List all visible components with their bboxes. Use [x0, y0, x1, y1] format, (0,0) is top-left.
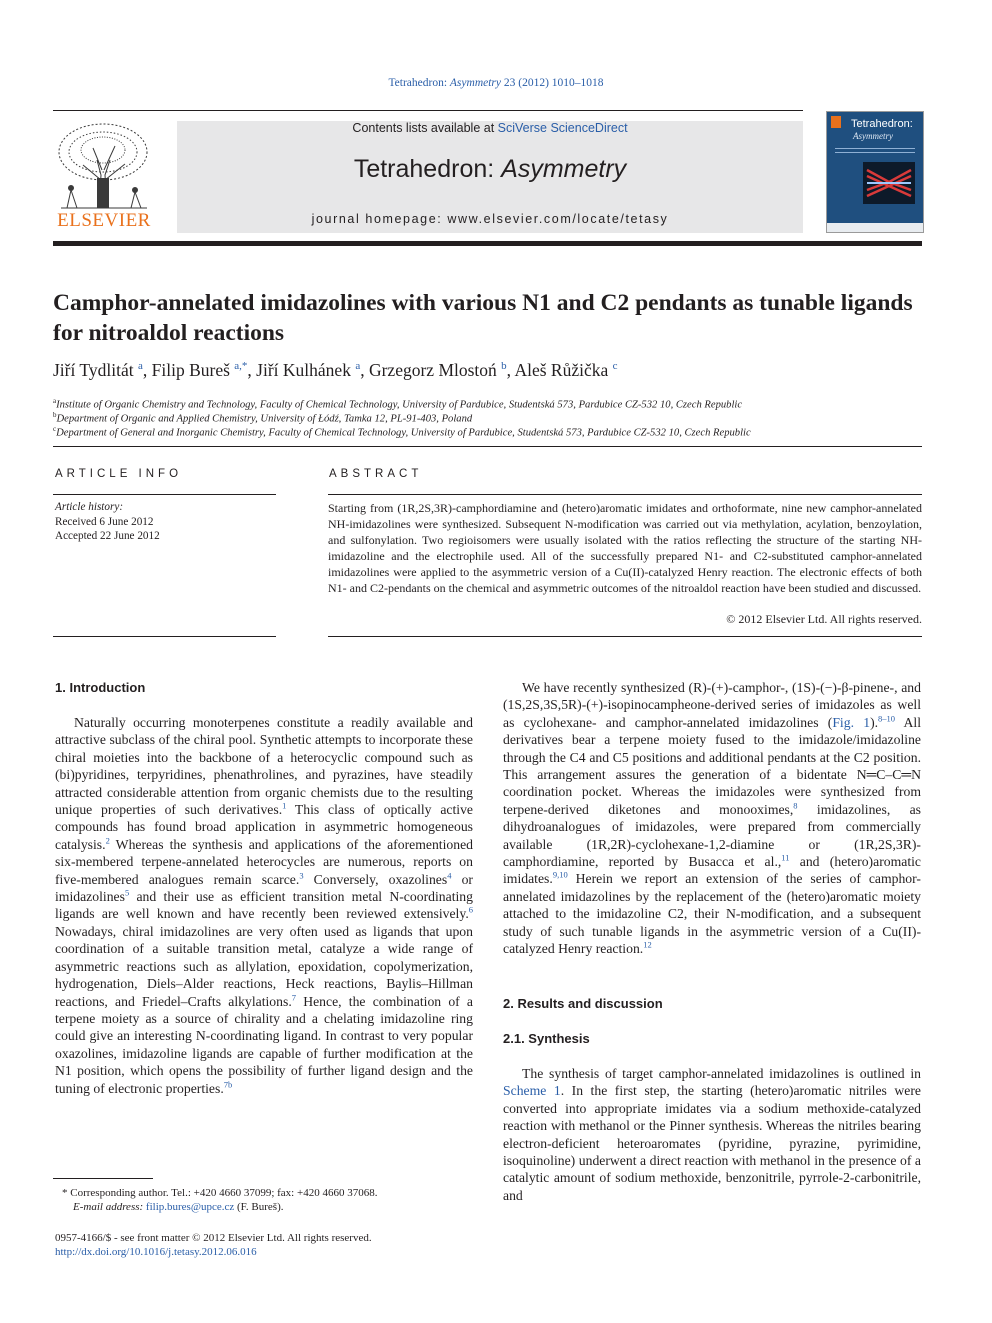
citation-ref[interactable]: 4	[447, 870, 452, 881]
journal-title-name: Tetrahedron:	[353, 155, 502, 183]
author: Jiří Tydlitát $^a$	[53, 360, 143, 380]
section-heading-results: 2. Results and discussion	[503, 996, 663, 1011]
elsevier-tree-icon	[53, 120, 155, 212]
issn-line: 0957-4166/$ - see front matter © 2012 Elsevier Ltd. All rights reserved.	[55, 1232, 372, 1244]
affiliation: $^c$Department of General and Inorganic Chemistry, Faculty of Chemical Technology, University of Pardubice, Studentská 573, Pardubice CZ-532 10, Czech Republic	[53, 425, 751, 439]
abstract-text: Starting from (1R,2S,3R)-camphordiamine and (hetero)aromatic imidates and orthoformate, nine new camphor-annelated NH-imidazolines were synthesized. Subsequent N-modification was carried out via methylation, acylation, benzoylation, and sulfonylation. Two regioisomers were usually isolated with the ratios reflecting the structure of the starting NH-imidazoline and the electrophile used. All of the successfully prepared N1- and C2-substituted camphor-annelated imidazolines were applied to the asymmetric version of a Cu(II)-catalyzed Henry reaction. The electronic effects of both N1- and C2-pendants on the chemical and asymmetric outcomes of the nitroaldol reaction have been studied and discussed.	[328, 501, 922, 595]
author-list: Jiří Tydlitát $^a$, Filip Bureš $^{a,*}$, Jiří Kulhánek $^a$, Grzegorz Mlostoń $^b$, Aleš Růžička $^c$	[53, 360, 618, 380]
intro-paragraph-2: We have recently synthesized (R)-(+)-camphor-, (1S)-(−)-β-pinene-, and (1S,2S,3S,5R)-(+)-isopinocampheone-derived series of imidazoles as well as cyclohexane- and camphor-annelated imidazolines (Fig. 1).$^{8-10}$ All derivatives bear a terpene moiety fused to the imidazole/imidazoline through the C4 and C5 positions and additional pendants at the C2 position. This arrangement assures the generation of a bidentate N═C–C═N coordination pocket. Whereas the imidazoles were synthesized from terpene-derived diketones and monooximes,$^8$ imidazolines, as dihydroanalogues of imidazoles, were prepared from commercially available (1R,2R)-cyclohexane-1,2-diamine or (1R,2S,3R)-camphordiamine, reported by Busacca et al.,$^{11}$ and (hetero)aromatic imidates.$^{9,10}$ Herein we report an extension of the series of camphor-annelated imidazolines by the replacement of the (hetero)aromatic moiety attached to the imidazoline C2, their N-modification, and a subsequent study of such tunable ligands in the asymmetric version of a Cu(II)-catalyzed Henry reaction.$^{12}$	[503, 680, 922, 957]
header-thick-rule	[53, 241, 922, 246]
citation-ref[interactable]: 8–10	[878, 713, 896, 724]
email-footnote: E-mail address: filip.bures@upce.cz (F. Bureš).	[73, 1201, 284, 1213]
history-label: Article history:	[55, 501, 124, 513]
citation-ref[interactable]: 7b	[223, 1078, 233, 1089]
publisher-name: ELSEVIER	[57, 210, 151, 231]
cover-graphic-icon	[863, 162, 915, 204]
citation-ref[interactable]: 1	[282, 800, 287, 811]
citation-ref[interactable]: 2	[105, 835, 110, 846]
introduction-paragraph: Naturally occurring monoterpenes constitute a readily available and attractive subclass of the chiral pool. Synthetic attempts to incorporate these chiral moieties into the backbone of a heterocyclic compound such as (bi)pyridines, terpyridines, phenathrolines, and pyrazines, have steadily attracted considerable attention from organic chemists due to the resulting unique properties of such derivatives.$^1$ This class of optically active compounds has found broad application in asymmetric homogeneous catalysis.$^2$ Whereas the synthesis and applications of the aforementioned six-membered terpene-annelated heterocycles are numerous, reports on five-membered analogues remain scarce.$^3$ Conversely, oxazolines$^4$ or imidazolines$^5$ and their use as efficient transition metal N-coordinating ligands are well known and have recently been reviewed extensively.$^6$ Nowadays, chiral imidazolines are very often used as ligands that upon coordination of a suitable transition metal, catalyze a wide range of asymmetric reactions such as allylation, epoxidation, copolymerization, hydrogenation, Diels–Alder reactions, Heck reactions, Baylis–Hillman reactions, and Friedel–Crafts alkylations.$^7$ Hence, the combination of a terpene moiety as a source of chirality and a chelating imidazoline ring could give an interesting N-coordinating ligand. In contrast to very popular oxazolines, imidazoline ligands are capable of further modification at the N1 position, which opens the possibility of further ligand design and the tuning of electronic properties.$^{7b}$	[55, 715, 474, 1096]
journal-reference[interactable]	[0, 77, 992, 89]
citation-ref[interactable]: 11	[781, 852, 790, 863]
citation-ref[interactable]: 5	[124, 887, 130, 898]
section-heading-introduction: 1. Introduction	[55, 680, 146, 695]
citation-ref[interactable]: 3	[299, 870, 304, 881]
contents-line	[177, 121, 803, 135]
affiliation-rule	[53, 446, 922, 447]
citation-ref[interactable]: 12	[643, 939, 652, 950]
journal-title	[177, 155, 803, 184]
author: Aleš Růžička $^c$	[514, 360, 618, 380]
sciencedirect-link[interactable]: SciVerse ScienceDirect	[497, 121, 628, 135]
article-info-heading: ARTICLE INFO	[55, 468, 183, 480]
journal-ref-volume: 23 (2012) 1010–1018	[501, 77, 604, 89]
scheme-link[interactable]: Scheme 1	[503, 1083, 561, 1099]
citation-ref[interactable]: 8	[793, 800, 798, 811]
cover-title: Tetrahedron:	[851, 118, 913, 130]
footnote-rule	[53, 1178, 153, 1179]
author: Grzegorz Mlostoń $^b$	[368, 360, 507, 380]
contents-prefix: Contents lists available at	[352, 121, 498, 135]
doi-link[interactable]: http://dx.doi.org/10.1016/j.tetasy.2012.06.016	[55, 1246, 257, 1258]
elsevier-logo	[53, 120, 155, 232]
cover-subtitle: Asymmetry	[853, 131, 893, 141]
figure-link[interactable]: Fig. 1	[832, 714, 871, 730]
corresponding-author-footnote: * Corresponding author. Tel.: +420 4660 37099; fax: +420 4660 37068.	[62, 1187, 378, 1199]
subsection-heading-synthesis: 2.1. Synthesis	[503, 1031, 590, 1046]
affiliation: $^b$Department of Organic and Applied Chemistry, University of Łódź, Tamka 12, PL-91-403, Poland	[53, 411, 473, 425]
citation-ref[interactable]: 7	[291, 991, 296, 1002]
abstract-copyright: © 2012 Elsevier Ltd. All rights reserved.	[726, 612, 922, 626]
journal-ref-italic: Asymmetry	[449, 77, 501, 89]
abstract-heading: ABSTRACT	[329, 468, 423, 480]
cover-logo-icon	[831, 116, 841, 128]
accepted-date: Accepted 22 June 2012	[55, 530, 160, 542]
synthesis-paragraph: The synthesis of target camphor-annelated imidazolines is outlined in Scheme 1. In the first step, the starting (hetero)aromatic nitriles were converted into appropriate imidates via a sodium methoxide-catalyzed reaction with methanol or the Pinner synthesis. Whereas the nitriles bearing electron-deficient heteroaromates (pyridine, pyrazine, pyrimidine, isoquinoline) underwent a direct reaction with methanol in the presence of a catalytic amount of sodium methoxide, benzonitrile, pyrrole-2-carbonitrile, and	[503, 1066, 921, 1203]
author: Filip Bureš $^{a,*}$	[151, 360, 248, 380]
article-title: Camphor-annelated imidazolines with various N1 and C2 pendants as tunable ligands for nitroaldol reactions	[53, 290, 913, 346]
received-date: Received 6 June 2012	[55, 515, 154, 528]
journal-cover	[826, 111, 924, 233]
article-history	[55, 500, 275, 544]
journal-ref-name: Tetrahedron:	[388, 77, 450, 89]
citation-ref[interactable]: 6	[468, 904, 473, 915]
email-link[interactable]: filip.bures@upce.cz	[145, 1201, 235, 1213]
header-rule	[53, 110, 803, 111]
journal-homepage[interactable]: journal homepage: www.elsevier.com/locate/tetasy	[311, 212, 669, 226]
affiliation: $^a$Institute of Organic Chemistry and Technology, Faculty of Chemical Technology, University of Pardubice, Studentská 573, Pardubice CZ-532 10, Czech Republic	[53, 397, 743, 411]
author: Jiří Kulhánek $^a$	[256, 360, 361, 380]
citation-ref[interactable]: 9,10	[552, 869, 568, 880]
journal-title-italic: Asymmetry	[501, 155, 627, 183]
